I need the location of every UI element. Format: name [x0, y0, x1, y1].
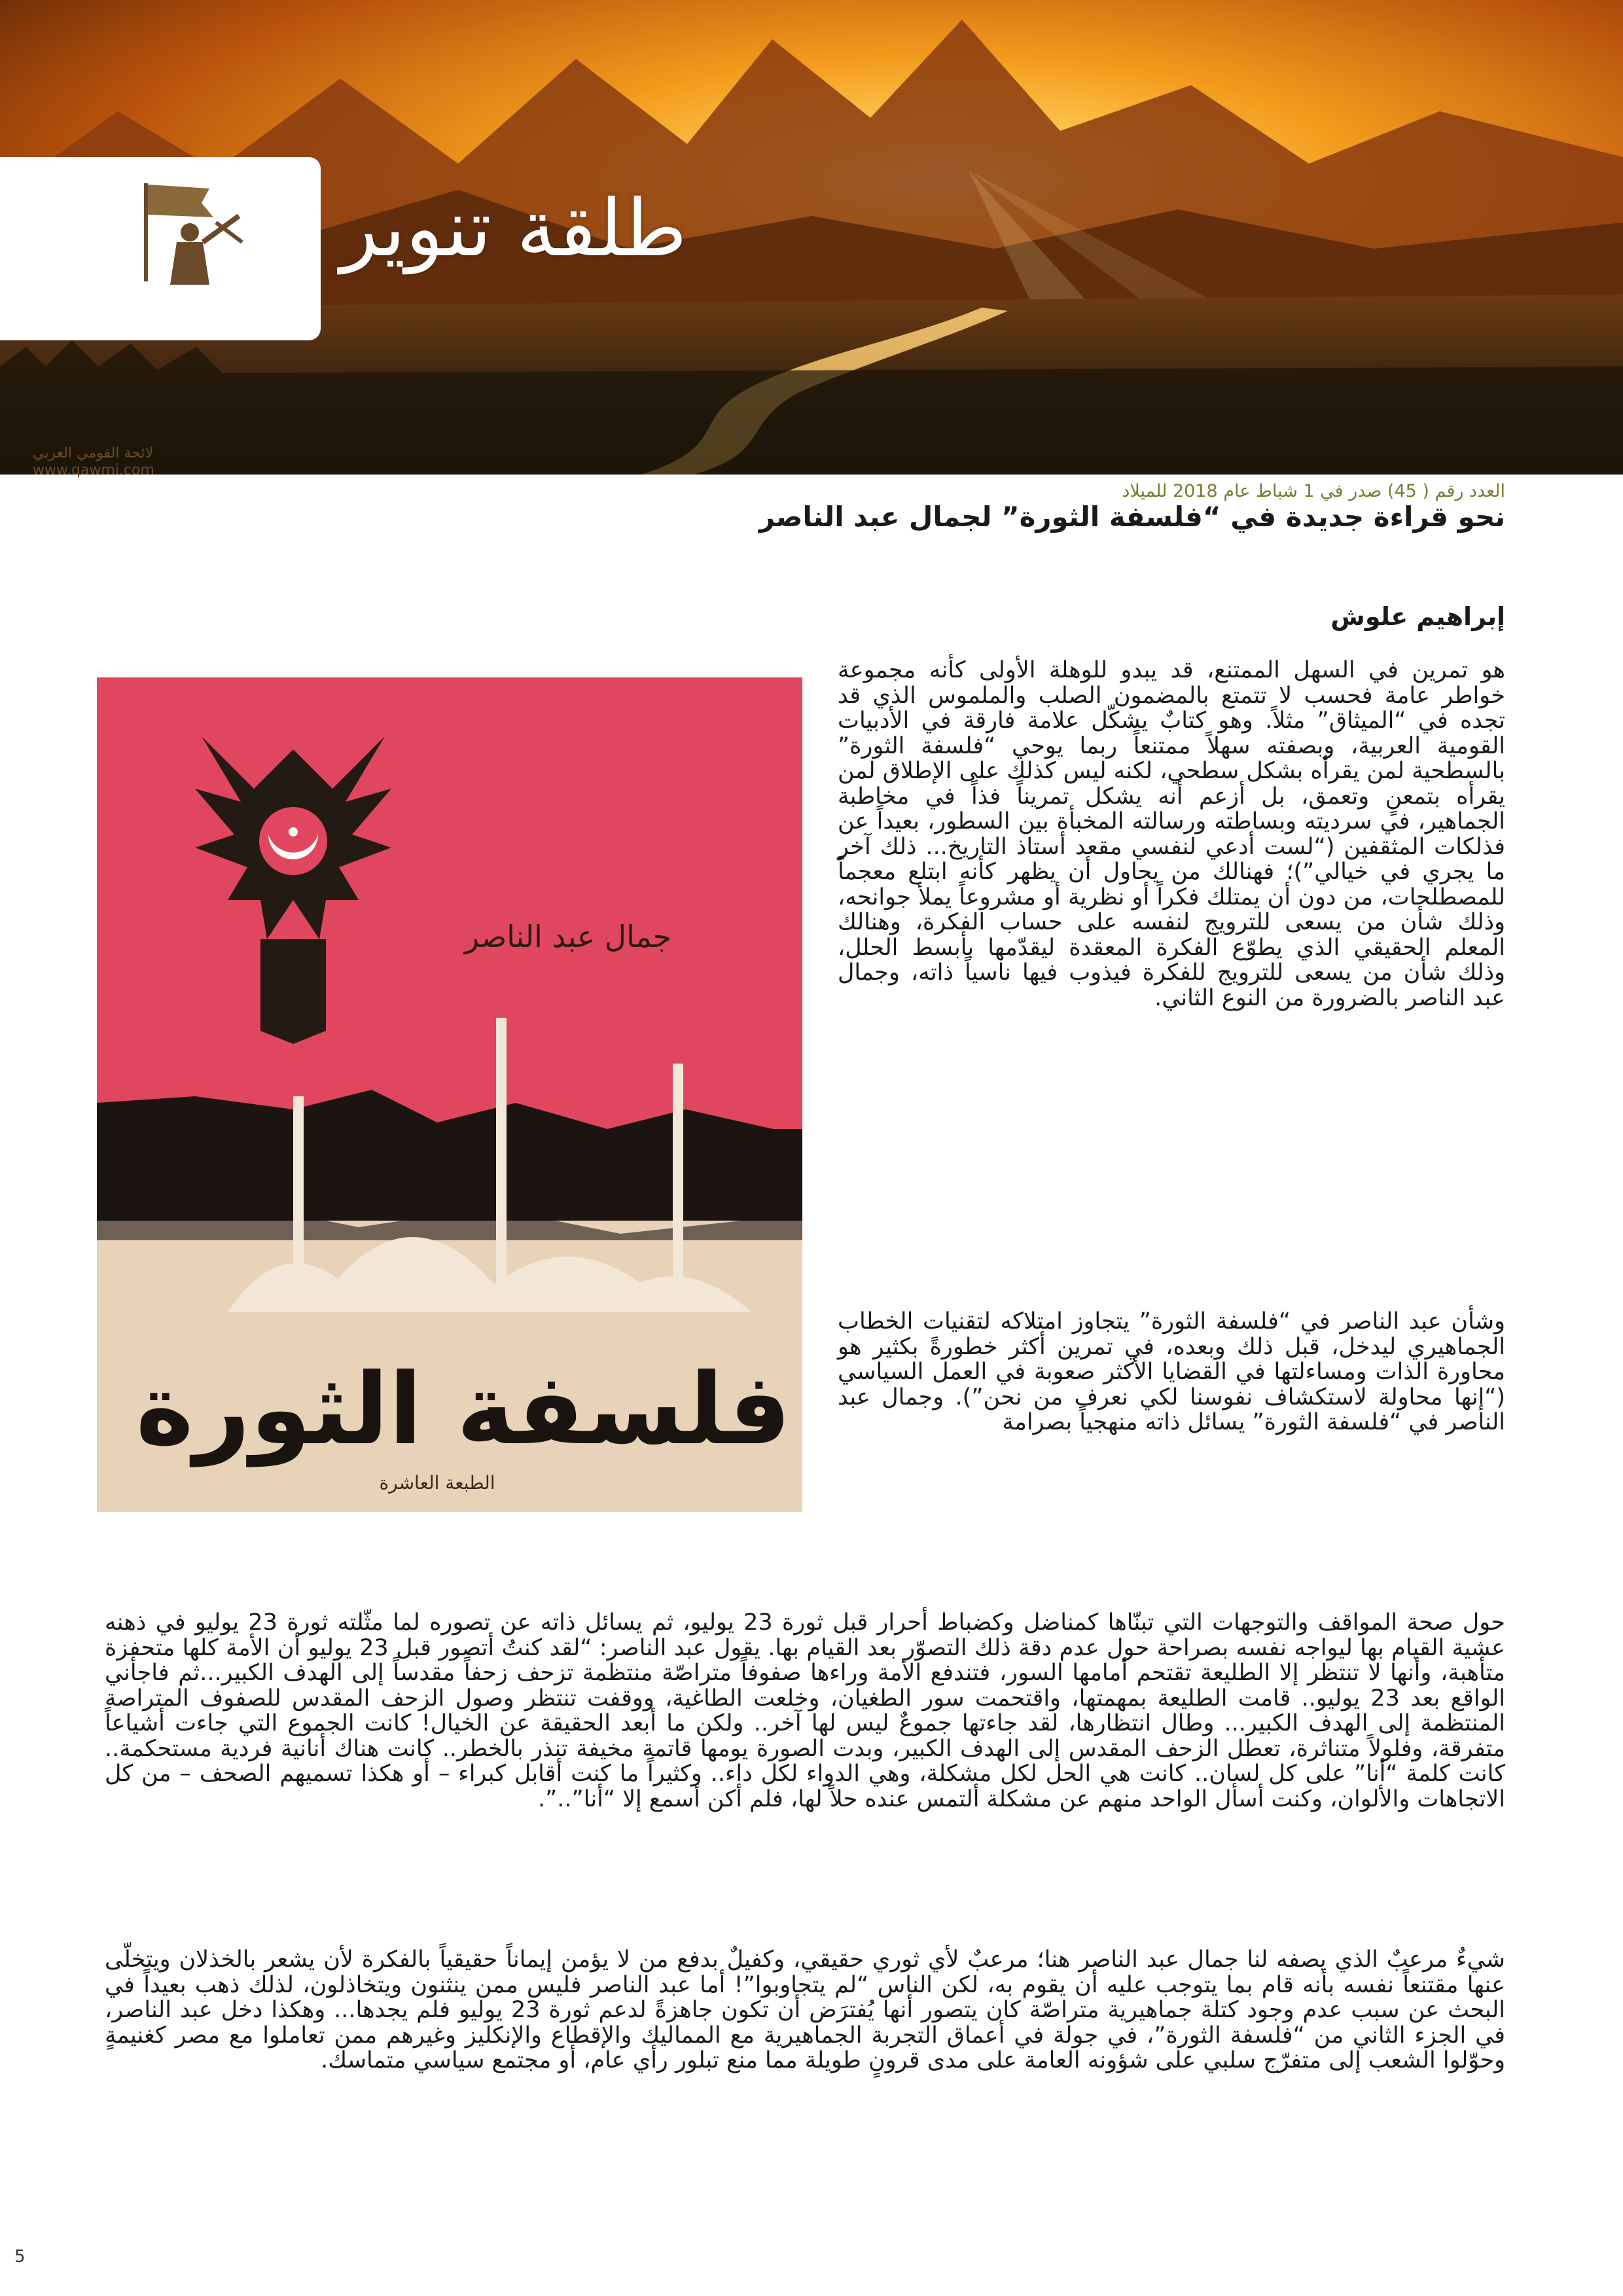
cover-title: فلسفة الثورة: [135, 1353, 791, 1467]
paragraph-1: هو تمرين في السهل الممتنع، قد يبدو للوهلة الأولى كأنه مجموعة خواطر عامة فحسب لا تتمتع بالمضمون الصلب والملموس الذي قد تجده في “الميثاق” مثلاً. وهو كتابٌ يشكّل علامة فارقة في الأدبيات القومية العربية، وبصفته سهلاً ممتنعاً ربما يوحي “فلسفة الثورة” بالسطحية لمن يقرأه بشكل سطحي، لكنه ليس كذلك على الإطلاق لمن يقرأه بتمعنٍ وتعمق، بل أزعم أنه يشكل تمريناً فذاً في مخاطبة الجماهير، في سرديته وبساطته ورسالته المخبأة بين السطور، بعيداً عن فذلكات المثقفين (“لست أدعي لنفسي مقعد أستاذ التاريخ... ذلك آخر ما يجري في خيالي”)؛ فهنالك من يحاول أن يظهر كأنه ابتلع معجماً للمصطلحات، من دون أن يمتلك فكراً أو نظرية أو مشروعاً يملأ جوانحه، وذلك شأن من يسعى للترويج لنفسه على حساب الفكرة، وهنالك المعلم الحقيقي الذي يطوّع الفكرة المعقدة ليقدّمها بأبسط الحلل، وذلك شأن من يسعى للترويج للفكرة فيذوب فيها ناسياً ذاته، وجمال عبد الناصر بالضرورة من النوع الثاني.: [838, 657, 1505, 1011]
page-number: 5: [14, 2247, 26, 2267]
paragraph-4: شيءٌ مرعبٌ الذي يصفه لنا جمال عبد الناصر هنا؛ مرعبٌ لأي ثوري حقيقي، وكفيلٌ بدفع من لا يؤمن إيماناً حقيقياً بالفكرة لأن يشعر بالخذلان ويتخلّى عنها مقتنعاً نفسه بأنه قام بما يتوجب عليه أن يقوم به، لكن الناس “لم يتجاوبوا”! أما عبد الناصر فليس ممن ينثنون ويتخاذلون، لذلك ذهب بعيداً في البحث عن سبب عدم وجود كتلة جماهيرية متراصّة كان يتصور أنها يُفترَض أن تكون جاهزةً لدعم ثورة 23 يوليو فلم يجدها... وهكذا دخل عبد الناصر، في الجزء الثاني من “فلسفة الثورة”، في جولة في أعماق التجربة الجماهيرية مع المماليك والإقطاع والإنكليز وغيرهم ممن تعاملوا مع مصر كغنيمةٍ وحوّلوا الشعب إلى متفرّج سلبي على شؤونه العامة على مدى قرونٍ طويلة مما منع تبلور رأي عام، أو مجتمع سياسي متماسك.: [105, 1946, 1505, 2073]
logo-name: لائحة القومي العربي: [33, 445, 154, 461]
paragraph-2: وشأن عبد الناصر في “فلسفة الثورة” يتجاوز امتلاكه لتقنيات الخطاب الجماهيري ليدخل، قبل ذلك وبعده، في تمرين أكثر خطورةً بكثير هو محاورة الذات ومساءلتها في القضايا الأكثر صعوبة في العمل السياسي (“إنها محاولة لاستكشاف نفوسنا لكي نعرف من نحن”). وجمال عبد الناصر في “فلسفة الثورة” يسائل ذاته منهجياً بصرامة: [838, 1308, 1505, 1435]
logo-panel: [0, 157, 321, 478]
cover-edition: الطبعة العاشرة: [379, 1472, 495, 1494]
article-author: إبراهيم علوش: [1330, 602, 1505, 631]
paragraph-3: حول صحة المواقف والتوجهات التي تبنّاها كمناضل وكضباط أحرار قبل ثورة 23 يوليو، ثم يسائل ذاته عن تصوره لما مثّلته ثورة 23 يوليو في ذهنه عشية القيام بها ليواجه نفسه بصراحة حول عدم دقة ذلك التصوّر بعد القيام بها. يقول عبد الناصر: “لقد كنتُ أتصور قبل 23 يوليو أن الأمة كلها متحفزة متأهبة، وأنها لا تنتظر إلا الطليعة تقتحم أمامها السور، فتندفع الأمة وراءها صفوفاً متراصّة منتظمة تزحف زحفاً مقدساً إلى الهدف الكبير...ثم فاجأني الواقع بعد 23 يوليو.. قامت الطليعة بمهمتها، واقتحمت سور الطغيان، وخلعت الطاغية، ووقفت تنتظر وصول الزحف المقدس للصفوف المتراصة المنتظمة إلى الهدف الكبير... وطال انتظارها، لقد جاءتها جموعٌ ليس لها آخر.. ولكن ما أبعد الحقيقة عن الخيال! كانت الجموع التي جاءت أشياعاً متفرقة، وفلولاً متناثرة، تعطل الزحف المقدس إلى الهدف الكبير، وبدت الصورة يومها قاتمة مخيفة تنذر بالخطر.. كانت هناك أنانية فردية مستحكمة.. كانت كلمة “أنا” على كل لسان.. كانت هي الحل لكل مشكلة، وهي الدواء لكل داء.. وكثيراً ما كنت أقابل كبراء – أو هكذا تسميهم الصحف – من كل الاتجاهات والألوان، وكنت أسأل الواحد منهم عن مشكلة ألتمس عنده حلاً لها، فلم أكن أسمع إلا “أنا”..”.: [105, 1609, 1505, 1812]
book-cover-image: [97, 677, 802, 1512]
logo-text: [33, 445, 216, 479]
book-cover-illustration: [97, 677, 802, 1512]
cover-author: جمال عبد الناصر: [464, 919, 672, 954]
issue-line: العدد رقم ( 45) صدر في 1 شباط عام 2018 للميلاد: [1122, 481, 1505, 501]
masthead-title: طلقة تنوير: [340, 183, 687, 274]
logo-url: www.qawmi.com: [33, 462, 154, 478]
flag-fighter-logo-icon: [118, 177, 249, 288]
article-headline: نحو قراءة جديدة في “فلسفة الثورة” لجمال عبد الناصر: [758, 501, 1505, 533]
